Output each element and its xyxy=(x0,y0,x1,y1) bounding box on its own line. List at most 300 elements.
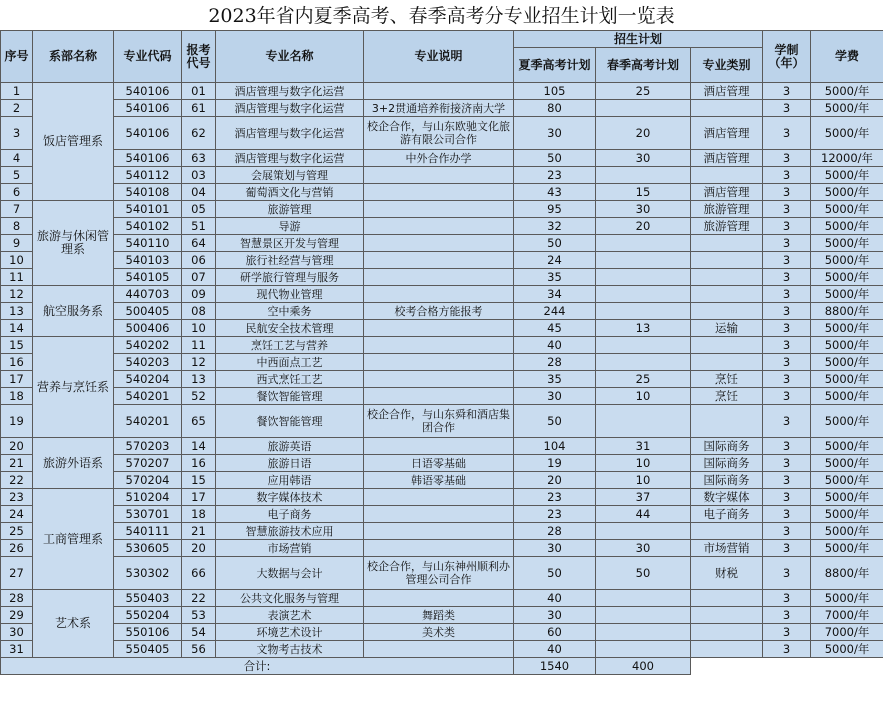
cell-summer: 95 xyxy=(514,201,596,218)
cell-no: 29 xyxy=(1,607,33,624)
cell-spring xyxy=(596,607,691,624)
table-row xyxy=(1,388,883,405)
table-row xyxy=(1,235,883,252)
cell-major: 酒店管理与数字化运营 xyxy=(216,83,364,100)
cell-summer: 50 xyxy=(514,405,596,438)
cell-dept: 艺术系 xyxy=(33,590,114,658)
cell-note xyxy=(364,252,514,269)
table-row xyxy=(1,83,883,100)
cell-no: 10 xyxy=(1,252,33,269)
cell-code: 550204 xyxy=(114,607,182,624)
cell-summer: 30 xyxy=(514,117,596,150)
cell-exam-code: 53 xyxy=(182,607,216,624)
cell-summer: 32 xyxy=(514,218,596,235)
cell-fee: 5000/年 xyxy=(811,218,883,235)
header-major: 专业名称 xyxy=(216,31,364,83)
cell-exam-code: 17 xyxy=(182,489,216,506)
cell-category: 酒店管理 xyxy=(691,184,763,201)
cell-spring: 10 xyxy=(596,472,691,489)
cell-no: 23 xyxy=(1,489,33,506)
cell-fee: 5000/年 xyxy=(811,83,883,100)
cell-code: 540203 xyxy=(114,354,182,371)
cell-category: 酒店管理 xyxy=(691,117,763,150)
cell-exam-code: 63 xyxy=(182,150,216,167)
cell-no: 7 xyxy=(1,201,33,218)
cell-no: 22 xyxy=(1,472,33,489)
cell-major: 旅游英语 xyxy=(216,438,364,455)
cell-category xyxy=(691,167,763,184)
cell-years: 3 xyxy=(763,83,811,100)
cell-years: 3 xyxy=(763,269,811,286)
cell-no: 5 xyxy=(1,167,33,184)
cell-major: 文物考古技术 xyxy=(216,641,364,658)
cell-years: 3 xyxy=(763,354,811,371)
cell-no: 25 xyxy=(1,523,33,540)
cell-dept: 航空服务系 xyxy=(33,286,114,337)
cell-code: 570203 xyxy=(114,438,182,455)
cell-exam-code: 04 xyxy=(182,184,216,201)
cell-exam-code: 62 xyxy=(182,117,216,150)
cell-category xyxy=(691,235,763,252)
cell-code: 540201 xyxy=(114,388,182,405)
cell-category: 电子商务 xyxy=(691,506,763,523)
cell-dept: 旅游外语系 xyxy=(33,438,114,489)
cell-code: 530701 xyxy=(114,506,182,523)
cell-exam-code: 61 xyxy=(182,100,216,117)
cell-code: 540106 xyxy=(114,150,182,167)
cell-years: 3 xyxy=(763,557,811,590)
cell-note: 3+2贯通培养衔接济南大学 xyxy=(364,100,514,117)
cell-note xyxy=(364,388,514,405)
cell-major: 表演艺术 xyxy=(216,607,364,624)
cell-note xyxy=(364,438,514,455)
cell-fee: 5000/年 xyxy=(811,269,883,286)
cell-no: 28 xyxy=(1,590,33,607)
table-row xyxy=(1,354,883,371)
cell-summer: 45 xyxy=(514,320,596,337)
cell-spring xyxy=(596,252,691,269)
cell-summer: 105 xyxy=(514,83,596,100)
cell-no: 26 xyxy=(1,540,33,557)
cell-fee: 5000/年 xyxy=(811,388,883,405)
header-plan: 招生计划 xyxy=(514,31,763,48)
cell-spring: 20 xyxy=(596,117,691,150)
cell-summer: 23 xyxy=(514,489,596,506)
cell-major: 智慧景区开发与管理 xyxy=(216,235,364,252)
cell-code: 550405 xyxy=(114,641,182,658)
cell-category: 烹饪 xyxy=(691,371,763,388)
total-label: 合计: xyxy=(1,658,514,675)
cell-major: 应用韩语 xyxy=(216,472,364,489)
cell-note xyxy=(364,641,514,658)
cell-spring: 37 xyxy=(596,489,691,506)
cell-major: 葡萄酒文化与营销 xyxy=(216,184,364,201)
cell-spring xyxy=(596,354,691,371)
cell-exam-code: 12 xyxy=(182,354,216,371)
cell-exam-code: 16 xyxy=(182,455,216,472)
table-row xyxy=(1,320,883,337)
cell-exam-code: 20 xyxy=(182,540,216,557)
cell-major: 研学旅行管理与服务 xyxy=(216,269,364,286)
table-row xyxy=(1,506,883,523)
cell-category: 国际商务 xyxy=(691,472,763,489)
cell-fee: 5000/年 xyxy=(811,320,883,337)
cell-fee: 5000/年 xyxy=(811,489,883,506)
table-row xyxy=(1,523,883,540)
cell-category xyxy=(691,590,763,607)
cell-note xyxy=(364,218,514,235)
cell-no: 1 xyxy=(1,83,33,100)
cell-code: 440703 xyxy=(114,286,182,303)
header-years: 学制（年） xyxy=(763,31,811,83)
cell-summer: 23 xyxy=(514,506,596,523)
cell-spring xyxy=(596,100,691,117)
cell-summer: 28 xyxy=(514,354,596,371)
cell-summer: 30 xyxy=(514,388,596,405)
cell-no: 14 xyxy=(1,320,33,337)
cell-code: 540106 xyxy=(114,83,182,100)
cell-major: 旅游日语 xyxy=(216,455,364,472)
cell-years: 3 xyxy=(763,337,811,354)
cell-note xyxy=(364,286,514,303)
cell-spring: 44 xyxy=(596,506,691,523)
cell-years: 3 xyxy=(763,641,811,658)
table-row xyxy=(1,286,883,303)
cell-fee: 5000/年 xyxy=(811,184,883,201)
cell-summer: 20 xyxy=(514,472,596,489)
cell-summer: 19 xyxy=(514,455,596,472)
cell-years: 3 xyxy=(763,117,811,150)
cell-code: 550403 xyxy=(114,590,182,607)
cell-code: 550106 xyxy=(114,624,182,641)
cell-no: 3 xyxy=(1,117,33,150)
cell-category: 旅游管理 xyxy=(691,218,763,235)
cell-category: 财税 xyxy=(691,557,763,590)
cell-no: 24 xyxy=(1,506,33,523)
cell-major: 旅游管理 xyxy=(216,201,364,218)
cell-fee: 5000/年 xyxy=(811,455,883,472)
page-title: 2023年省内夏季高考、春季高考分专业招生计划一览表 xyxy=(208,5,675,27)
cell-exam-code: 11 xyxy=(182,337,216,354)
cell-category xyxy=(691,354,763,371)
cell-exam-code: 64 xyxy=(182,235,216,252)
table-row xyxy=(1,540,883,557)
cell-summer: 40 xyxy=(514,641,596,658)
cell-years: 3 xyxy=(763,371,811,388)
cell-fee: 5000/年 xyxy=(811,337,883,354)
cell-spring: 13 xyxy=(596,320,691,337)
cell-major: 西式烹饪工艺 xyxy=(216,371,364,388)
cell-years: 3 xyxy=(763,405,811,438)
cell-category xyxy=(691,607,763,624)
cell-note xyxy=(364,167,514,184)
cell-code: 530605 xyxy=(114,540,182,557)
cell-spring xyxy=(596,523,691,540)
header-fee: 学费 xyxy=(811,31,883,83)
enrollment-table xyxy=(0,30,883,675)
cell-major: 餐饮智能管理 xyxy=(216,405,364,438)
cell-no: 9 xyxy=(1,235,33,252)
cell-exam-code: 54 xyxy=(182,624,216,641)
cell-years: 3 xyxy=(763,218,811,235)
cell-no: 4 xyxy=(1,150,33,167)
cell-note xyxy=(364,337,514,354)
cell-major: 民航安全技术管理 xyxy=(216,320,364,337)
cell-summer: 28 xyxy=(514,523,596,540)
cell-exam-code: 18 xyxy=(182,506,216,523)
cell-category: 国际商务 xyxy=(691,438,763,455)
cell-major: 餐饮智能管理 xyxy=(216,388,364,405)
cell-major: 旅行社经营与管理 xyxy=(216,252,364,269)
blank-cell xyxy=(691,658,883,675)
cell-years: 3 xyxy=(763,286,811,303)
table-row xyxy=(1,252,883,269)
cell-major: 智慧旅游技术应用 xyxy=(216,523,364,540)
cell-note xyxy=(364,489,514,506)
cell-summer: 50 xyxy=(514,150,596,167)
cell-spring xyxy=(596,641,691,658)
cell-exam-code: 10 xyxy=(182,320,216,337)
cell-summer: 50 xyxy=(514,557,596,590)
cell-fee: 8800/年 xyxy=(811,557,883,590)
cell-years: 3 xyxy=(763,303,811,320)
cell-major: 酒店管理与数字化运营 xyxy=(216,100,364,117)
cell-note: 校企合作，与山东舜和酒店集团合作 xyxy=(364,405,514,438)
cell-fee: 5000/年 xyxy=(811,201,883,218)
cell-code: 510204 xyxy=(114,489,182,506)
cell-major: 市场营销 xyxy=(216,540,364,557)
cell-exam-code: 52 xyxy=(182,388,216,405)
cell-exam-code: 05 xyxy=(182,201,216,218)
cell-exam-code: 03 xyxy=(182,167,216,184)
table-row xyxy=(1,100,883,117)
cell-note: 校考合格方能报考 xyxy=(364,303,514,320)
cell-note xyxy=(364,590,514,607)
cell-fee: 5000/年 xyxy=(811,405,883,438)
cell-years: 3 xyxy=(763,472,811,489)
cell-spring xyxy=(596,590,691,607)
cell-exam-code: 14 xyxy=(182,438,216,455)
cell-major: 会展策划与管理 xyxy=(216,167,364,184)
cell-years: 3 xyxy=(763,523,811,540)
cell-years: 3 xyxy=(763,607,811,624)
cell-major: 大数据与会计 xyxy=(216,557,364,590)
cell-years: 3 xyxy=(763,455,811,472)
table-row xyxy=(1,218,883,235)
cell-spring xyxy=(596,286,691,303)
cell-fee: 5000/年 xyxy=(811,354,883,371)
cell-category: 国际商务 xyxy=(691,455,763,472)
cell-spring xyxy=(596,405,691,438)
cell-spring xyxy=(596,624,691,641)
cell-note xyxy=(364,184,514,201)
cell-spring: 15 xyxy=(596,184,691,201)
cell-note xyxy=(364,354,514,371)
cell-code: 540108 xyxy=(114,184,182,201)
table-row xyxy=(1,455,883,472)
cell-category xyxy=(691,641,763,658)
header-code: 专业代码 xyxy=(114,31,182,83)
cell-major: 电子商务 xyxy=(216,506,364,523)
cell-code: 540106 xyxy=(114,100,182,117)
cell-note xyxy=(364,83,514,100)
cell-years: 3 xyxy=(763,184,811,201)
table-row xyxy=(1,590,883,607)
cell-code: 540102 xyxy=(114,218,182,235)
cell-spring: 20 xyxy=(596,218,691,235)
cell-spring: 25 xyxy=(596,371,691,388)
cell-years: 3 xyxy=(763,167,811,184)
table-row xyxy=(1,438,883,455)
cell-summer: 23 xyxy=(514,167,596,184)
header-category: 专业类别 xyxy=(691,48,763,83)
cell-code: 530302 xyxy=(114,557,182,590)
cell-code: 540112 xyxy=(114,167,182,184)
cell-category xyxy=(691,252,763,269)
cell-category xyxy=(691,337,763,354)
cell-summer: 244 xyxy=(514,303,596,320)
table-row xyxy=(1,405,883,438)
cell-years: 3 xyxy=(763,235,811,252)
cell-category: 酒店管理 xyxy=(691,83,763,100)
cell-spring: 30 xyxy=(596,201,691,218)
cell-years: 3 xyxy=(763,252,811,269)
header-dept: 系部名称 xyxy=(33,31,114,83)
cell-code: 500406 xyxy=(114,320,182,337)
cell-fee: 5000/年 xyxy=(811,286,883,303)
cell-fee: 5000/年 xyxy=(811,506,883,523)
cell-code: 540106 xyxy=(114,117,182,150)
cell-fee: 12000/年 xyxy=(811,150,883,167)
table-body xyxy=(1,83,883,675)
cell-fee: 5000/年 xyxy=(811,117,883,150)
cell-fee: 7000/年 xyxy=(811,624,883,641)
cell-major: 数字媒体技术 xyxy=(216,489,364,506)
cell-exam-code: 01 xyxy=(182,83,216,100)
cell-fee: 5000/年 xyxy=(811,472,883,489)
cell-code: 540110 xyxy=(114,235,182,252)
cell-years: 3 xyxy=(763,320,811,337)
cell-exam-code: 06 xyxy=(182,252,216,269)
cell-exam-code: 13 xyxy=(182,371,216,388)
cell-code: 540111 xyxy=(114,523,182,540)
cell-code: 570207 xyxy=(114,455,182,472)
cell-exam-code: 51 xyxy=(182,218,216,235)
cell-note xyxy=(364,269,514,286)
total-row xyxy=(1,658,883,675)
cell-category: 市场营销 xyxy=(691,540,763,557)
cell-note xyxy=(364,235,514,252)
cell-spring: 10 xyxy=(596,455,691,472)
table-row xyxy=(1,557,883,590)
cell-exam-code: 65 xyxy=(182,405,216,438)
cell-major: 烹饪工艺与营养 xyxy=(216,337,364,354)
header-summer: 夏季高考计划 xyxy=(514,48,596,83)
cell-code: 570204 xyxy=(114,472,182,489)
cell-summer: 50 xyxy=(514,235,596,252)
cell-no: 17 xyxy=(1,371,33,388)
total-spring: 400 xyxy=(596,658,691,675)
cell-code: 540105 xyxy=(114,269,182,286)
cell-no: 30 xyxy=(1,624,33,641)
cell-spring: 10 xyxy=(596,388,691,405)
cell-years: 3 xyxy=(763,540,811,557)
cell-no: 11 xyxy=(1,269,33,286)
cell-fee: 5000/年 xyxy=(811,438,883,455)
cell-note: 舞蹈类 xyxy=(364,607,514,624)
cell-fee: 7000/年 xyxy=(811,607,883,624)
cell-no: 15 xyxy=(1,337,33,354)
cell-summer: 104 xyxy=(514,438,596,455)
cell-spring: 31 xyxy=(596,438,691,455)
table-row xyxy=(1,201,883,218)
cell-spring xyxy=(596,337,691,354)
cell-note: 校企合作，与山东神州顺利办管理公司合作 xyxy=(364,557,514,590)
cell-note xyxy=(364,506,514,523)
cell-exam-code: 21 xyxy=(182,523,216,540)
cell-exam-code: 07 xyxy=(182,269,216,286)
cell-exam-code: 56 xyxy=(182,641,216,658)
cell-category xyxy=(691,624,763,641)
cell-no: 18 xyxy=(1,388,33,405)
cell-no: 31 xyxy=(1,641,33,658)
cell-spring: 25 xyxy=(596,83,691,100)
cell-major: 酒店管理与数字化运营 xyxy=(216,150,364,167)
table-row xyxy=(1,117,883,150)
cell-years: 3 xyxy=(763,506,811,523)
cell-fee: 5000/年 xyxy=(811,252,883,269)
cell-category: 烹饪 xyxy=(691,388,763,405)
cell-category xyxy=(691,269,763,286)
cell-note: 日语零基础 xyxy=(364,455,514,472)
header-exam-code: 报考代号 xyxy=(182,31,216,83)
cell-code: 540202 xyxy=(114,337,182,354)
cell-major: 环境艺术设计 xyxy=(216,624,364,641)
cell-years: 3 xyxy=(763,100,811,117)
table-row xyxy=(1,150,883,167)
cell-summer: 60 xyxy=(514,624,596,641)
cell-no: 20 xyxy=(1,438,33,455)
cell-dept: 旅游与休闲管理系 xyxy=(33,201,114,286)
cell-spring xyxy=(596,235,691,252)
cell-spring xyxy=(596,269,691,286)
cell-fee: 5000/年 xyxy=(811,235,883,252)
cell-code: 540103 xyxy=(114,252,182,269)
cell-exam-code: 66 xyxy=(182,557,216,590)
cell-no: 19 xyxy=(1,405,33,438)
table-row xyxy=(1,184,883,201)
cell-note xyxy=(364,540,514,557)
cell-fee: 5000/年 xyxy=(811,371,883,388)
table-row xyxy=(1,337,883,354)
cell-dept: 营养与烹饪系 xyxy=(33,337,114,438)
cell-years: 3 xyxy=(763,590,811,607)
cell-note: 中外合作办学 xyxy=(364,150,514,167)
cell-code: 540101 xyxy=(114,201,182,218)
table-row xyxy=(1,167,883,184)
cell-category xyxy=(691,405,763,438)
cell-major: 公共文化服务与管理 xyxy=(216,590,364,607)
cell-code: 500405 xyxy=(114,303,182,320)
cell-years: 3 xyxy=(763,624,811,641)
cell-fee: 5000/年 xyxy=(811,100,883,117)
header-spring: 春季高考计划 xyxy=(596,48,691,83)
cell-note xyxy=(364,320,514,337)
cell-exam-code: 08 xyxy=(182,303,216,320)
cell-years: 3 xyxy=(763,388,811,405)
cell-note: 校企合作，与山东欧驰文化旅游有限公司合作 xyxy=(364,117,514,150)
cell-category xyxy=(691,523,763,540)
